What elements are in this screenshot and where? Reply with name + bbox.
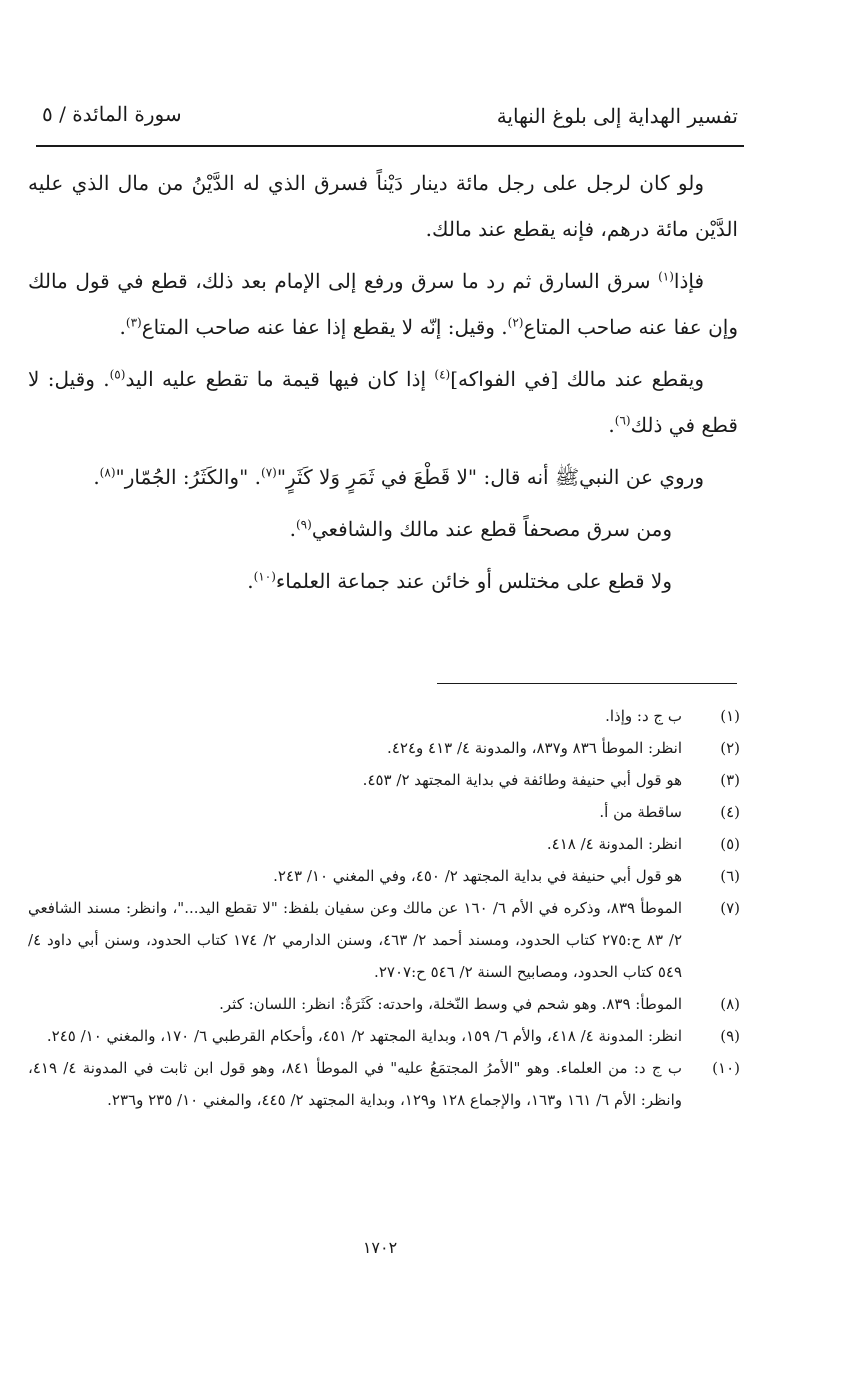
paragraph-text: . (608, 413, 615, 437)
page-number: ١٧٠٢ (362, 1238, 398, 1257)
footnote-7 (28, 892, 740, 988)
footnote-10 (28, 1052, 740, 1116)
paragraph-text: . (247, 569, 254, 593)
footnote-text: ب ج د: وإذا. (605, 707, 682, 725)
footnote-9 (28, 1020, 740, 1052)
paragraph-4 (28, 454, 738, 500)
footnote-number: (١٠) (712, 1059, 740, 1077)
footnote-8 (28, 988, 740, 1020)
paragraph-text: . (289, 517, 296, 541)
footnote-text: ساقطة من أ. (599, 803, 682, 821)
footnote-ref: (١٠) (253, 569, 276, 584)
footnote-separator (437, 683, 737, 684)
footnote-text: هو قول أبي حنيفة وطائفة في بداية المجتهد ٢/ ٤٥٣. (362, 771, 682, 789)
paragraph-5 (28, 506, 738, 552)
footnote-ref: (٦) (614, 413, 631, 428)
footnote-number: (٥) (720, 835, 740, 853)
surah-label: سورة المائدة / ٥ (42, 102, 182, 126)
main-text (28, 160, 738, 610)
footnote-ref: (٧) (261, 465, 277, 480)
footnote-number: (٩) (720, 1027, 740, 1045)
paragraph-3 (28, 356, 738, 448)
footnote-number: (٦) (720, 867, 740, 885)
footnote-1 (28, 700, 740, 732)
footnote-number: (٧) (720, 899, 740, 917)
footnote-number: (١) (720, 707, 740, 725)
footnote-text: انظر: الموطأ ٨٣٦ و٨٣٧، والمدونة ٤/ ٤١٣ و٤٢٤. (387, 739, 682, 757)
book-title: تفسير الهداية إلى بلوغ النهاية (496, 104, 738, 128)
running-header (36, 96, 744, 142)
footnote-text: الموطأ ٨٣٩، وذكره في الأم ٦/ ١٦٠ عن مالك وعن سفيان بلفظ: "لا تقطع اليد..."، وانظر: مسند الشافعي ٢/ ٨٣ ح:٢٧٥ كتاب الحدود، ومسند أحمد ٢/ ٤٦٣، وسنن الدارمي ٢/ ١٧٤ كتاب الحدود، وسنن أبي داود ٤/ ٥٤٩ كتاب الحدود، ومصابيح السنة ٢/ ٥٤٦ ح:٢٧٠٧. (28, 899, 683, 981)
footnote-text: هو قول أبي حنيفة في بداية المجتهد ٢/ ٤٥٠، وفي المغني ١٠/ ٢٤٣. (273, 867, 682, 885)
footnote-text: ب ج د: من العلماء. وهو "الأمرُ المجتمَعُ عليه" في الموطأ ٨٤١، وهو قول ابن ثابت في المدونة ٤/ ٤١٩، وانظر: الأم ٦/ ١٦١ و١٦٣، والإجماع ١٢٨ و١٢٩، وبداية المجتهد ٢/ ٤٤٥، والمغني ١٠/ ٢٣٥ و٢٣٦. (28, 1059, 682, 1109)
footnote-ref: (١) (658, 269, 674, 284)
footnote-number: (٤) (720, 803, 740, 821)
footnote-6 (28, 860, 740, 892)
paragraph-text: فإذا (673, 269, 705, 293)
paragraph-text: إذا كان فيها قيمة ما تقطع عليه اليد (125, 367, 435, 391)
paragraph-text: . "والكَثَرُ: الجُمّار" (115, 465, 262, 489)
paragraph-text: . وقيل: إنّه لا يقطع إذا عفا عنه صاحب المتاع (141, 315, 508, 339)
paragraph-1 (28, 160, 738, 252)
footnote-text: الموطأ: ٨٣٩. وهو شحم في وسط النّخلة، واحدته: كَثَرَةٌ: انظر: اللسان: كثر. (219, 995, 682, 1013)
footnote-3 (28, 764, 740, 796)
paragraph-text: . وقيل: لا قطع في ذلك (28, 367, 738, 437)
paragraph-text: ومن سرق مصحفاً قطع عند مالك والشافعي (311, 517, 672, 541)
paragraph-text: . (93, 465, 100, 489)
footnote-5 (28, 828, 740, 860)
footnote-ref: (٩) (295, 517, 312, 532)
footnote-number: (٢) (720, 739, 740, 757)
paragraph-6 (28, 558, 738, 604)
paragraph-2 (28, 258, 738, 350)
footnote-ref: (٤) (434, 367, 451, 382)
footnote-ref: (٢) (507, 315, 524, 330)
footnote-number: (٣) (720, 771, 740, 789)
paragraph-text: ويقطع عند مالك [في الفواكه] (450, 367, 704, 391)
paragraph-text: ولا قطع على مختلس أو خائن عند جماعة العلماء (275, 569, 672, 593)
footnote-text: انظر: المدونة ٤/ ٤١٨. (546, 835, 682, 853)
paragraph-text: سرق السارق ثم رد ما سرق ورفع إلى الإمام بعد ذلك، قطع في قول مالك وإن عفا عنه صاحب المتاع (28, 269, 738, 339)
footnotes (28, 700, 740, 1116)
footnote-number: (٨) (720, 995, 740, 1013)
footnote-ref: (٨) (99, 465, 116, 480)
header-rule (36, 145, 744, 147)
footnote-text: انظر: المدونة ٤/ ٤١٨، والأم ٦/ ١٥٩، وبداية المجتهد ٢/ ٤٥١، وأحكام القرطبي ٦/ ١٧٠، والمغني ١٠/ ٢٤٥. (46, 1027, 682, 1045)
paragraph-text: وروي عن النبيﷺ أنه قال: "لا قَطْعَ في ثَمَرٍ وَلا كَثَرٍ" (276, 465, 704, 489)
paragraph-text: . (119, 315, 126, 339)
footnote-ref: (٣) (125, 315, 142, 330)
footnote-ref: (٥) (109, 367, 126, 382)
footnote-2 (28, 732, 740, 764)
footnote-4 (28, 796, 740, 828)
paragraph-text: ولو كان لرجل على رجل مائة دينار دَيْناً فسرق الذي له الدَّيْنُ من مال الذي عليه الدَّيْن مائة درهم، فإنه يقطع عند مالك. (28, 171, 738, 241)
